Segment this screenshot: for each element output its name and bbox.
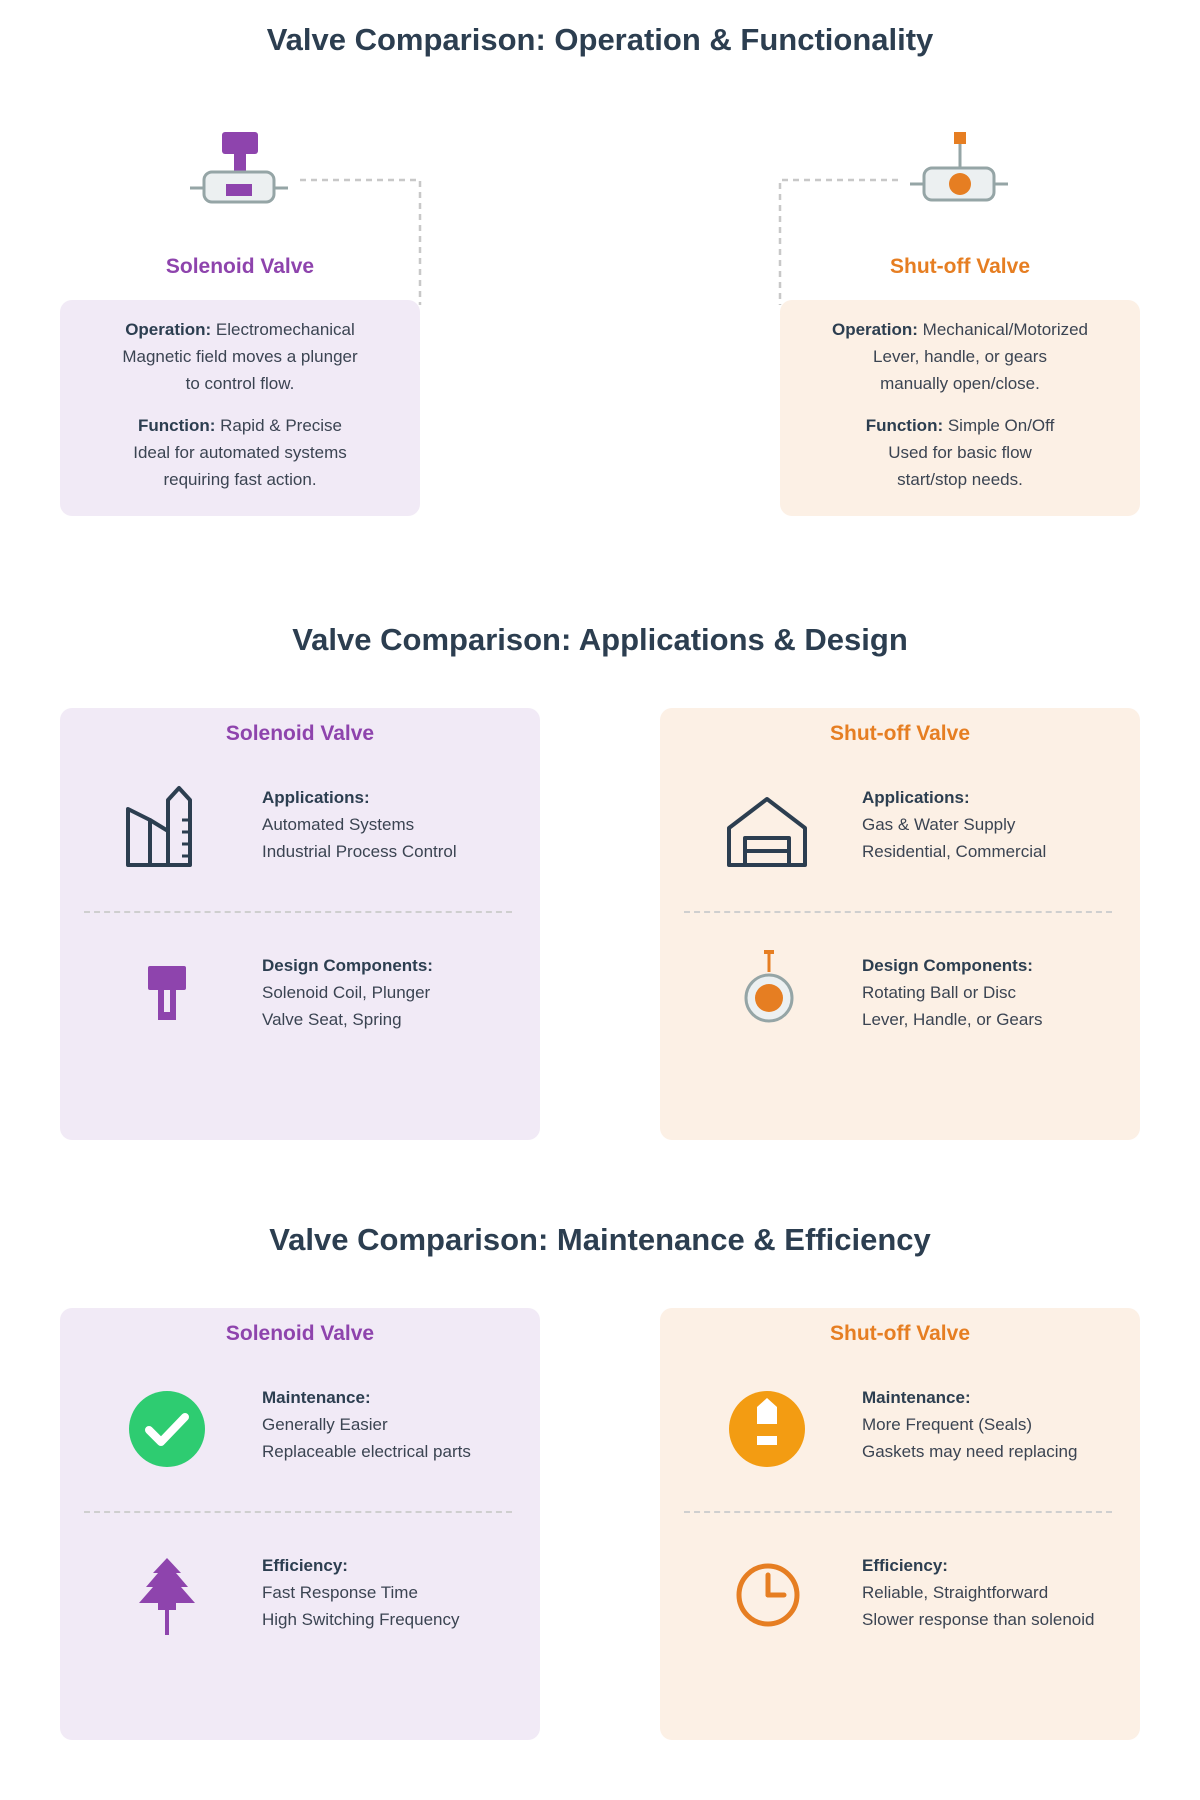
- card-title: Shut-off Valve: [829, 1322, 971, 1345]
- shutoff-function-text: [780, 412, 1140, 493]
- applications-label: Applications:: [262, 788, 370, 807]
- design-text: [262, 952, 433, 1033]
- maintenance-item: More Frequent (Seals): [862, 1415, 1033, 1434]
- efficiency-item: High Switching Frequency: [262, 1610, 460, 1629]
- efficiency-label: Efficiency:: [262, 1556, 348, 1575]
- efficiency-text: [862, 1552, 1094, 1633]
- design-label: Design Components:: [262, 956, 433, 975]
- card-title: Shut-off Valve: [829, 722, 971, 745]
- building-icon: [726, 796, 810, 868]
- maintenance-item: Replaceable electrical parts: [262, 1442, 471, 1461]
- speed-arrow-icon: [138, 1558, 196, 1636]
- design-label: Design Components:: [862, 956, 1033, 975]
- shutoff-applications-card: [660, 708, 1140, 1140]
- efficiency-item: Reliable, Straightforward: [862, 1583, 1049, 1602]
- efficiency-item: Fast Response Time: [262, 1583, 418, 1602]
- plunger-icon: [148, 966, 188, 1022]
- design-text: [862, 952, 1042, 1033]
- function-value: Simple On/Off: [947, 416, 1055, 435]
- function-label: Function:: [865, 416, 944, 435]
- operation-value: Mechanical/Motorized: [922, 320, 1089, 339]
- shutoff-operation-card: [780, 300, 1140, 516]
- efficiency-item: Slower response than solenoid: [862, 1610, 1095, 1629]
- applications-label: Applications:: [862, 788, 970, 807]
- check-circle-icon: [128, 1390, 206, 1468]
- operation-label: Operation:: [125, 320, 212, 339]
- function-desc: Used for basic flow: [888, 443, 1032, 462]
- efficiency-text: [262, 1552, 459, 1633]
- solenoid-maintenance-card: [60, 1308, 540, 1740]
- solenoid-operation-text: [60, 316, 420, 397]
- warning-seal-icon: [728, 1390, 806, 1468]
- factory-icon: [125, 786, 199, 868]
- function-label: Function:: [137, 416, 216, 435]
- operation-label: Operation:: [831, 320, 918, 339]
- solenoid-applications-card: [60, 708, 540, 1140]
- maintenance-label: Maintenance:: [262, 1388, 371, 1407]
- card-title: Solenoid Valve: [225, 1322, 375, 1345]
- operation-desc: Magnetic field moves a plunger: [122, 347, 358, 366]
- divider: [684, 911, 1112, 913]
- function-desc: start/stop needs.: [897, 470, 1023, 489]
- ball-valve-icon: [743, 950, 795, 1026]
- operation-desc: manually open/close.: [880, 374, 1040, 393]
- function-desc: Ideal for automated systems: [133, 443, 347, 462]
- efficiency-label: Efficiency:: [862, 1556, 948, 1575]
- applications-item: Industrial Process Control: [262, 842, 457, 861]
- operation-value: Electromechanical: [215, 320, 355, 339]
- shutoff-maintenance-card: [660, 1308, 1140, 1740]
- card-title: Solenoid Valve: [225, 722, 375, 745]
- operation-desc: Lever, handle, or gears: [873, 347, 1047, 366]
- applications-item: Automated Systems: [262, 815, 415, 834]
- divider: [84, 911, 512, 913]
- applications-item: Residential, Commercial: [862, 842, 1047, 861]
- design-item: Lever, Handle, or Gears: [862, 1010, 1043, 1029]
- operation-desc: to control flow.: [185, 374, 295, 393]
- section-2-title: Valve Comparison: Applications & Design: [292, 622, 908, 657]
- solenoid-valve-heading: Solenoid Valve: [165, 255, 315, 278]
- maintenance-text: [862, 1384, 1077, 1465]
- applications-text: [262, 784, 457, 865]
- maintenance-item: Generally Easier: [262, 1415, 388, 1434]
- design-item: Rotating Ball or Disc: [862, 983, 1017, 1002]
- applications-text: [862, 784, 1046, 865]
- maintenance-label: Maintenance:: [862, 1388, 971, 1407]
- applications-item: Gas & Water Supply: [862, 815, 1016, 834]
- design-item: Valve Seat, Spring: [262, 1010, 402, 1029]
- solenoid-function-text: [60, 412, 420, 493]
- divider: [84, 1511, 512, 1513]
- shutoff-valve-heading: Shut-off Valve: [889, 255, 1031, 278]
- function-value: Rapid & Precise: [220, 416, 343, 435]
- maintenance-text: [262, 1384, 471, 1465]
- divider: [684, 1511, 1112, 1513]
- maintenance-item: Gaskets may need replacing: [862, 1442, 1078, 1461]
- solenoid-operation-card: [60, 300, 420, 516]
- section-1-title: Valve Comparison: Operation & Functionality: [266, 22, 934, 57]
- section-3-title: Valve Comparison: Maintenance & Efficiency: [269, 1222, 931, 1257]
- design-item: Solenoid Coil, Plunger: [262, 983, 431, 1002]
- shutoff-operation-text: [780, 316, 1140, 397]
- clock-icon: [734, 1561, 802, 1629]
- function-desc: requiring fast action.: [163, 470, 317, 489]
